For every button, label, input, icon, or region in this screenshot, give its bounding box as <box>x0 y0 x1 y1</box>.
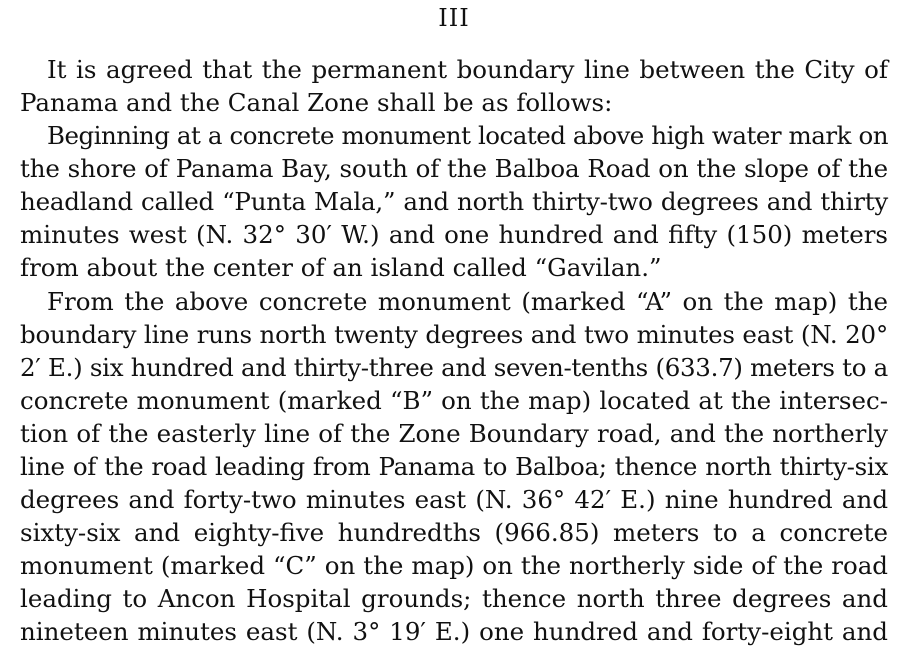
paragraph-3-line-6: line of the road leading from Panama to Balboa; thence north thirty-six <box>20 452 888 481</box>
paragraph-3-line-4: concrete monument (marked “B” on the map) located at the intersec- <box>20 386 888 415</box>
paragraph-3-line-11: nineteen minutes east (N. 3° 19′ E.) one hundred and forty-eight and <box>20 617 888 646</box>
paragraph-3-line-8: sixty-six and eighty-five hundredths (966.85) meters to a concrete <box>20 518 888 547</box>
paragraph-2-line-5: from about the center of an island called “Gavilan.” <box>20 253 662 282</box>
paragraph-3-line-10: leading to Ancon Hospital grounds; thence north three degrees and <box>20 584 888 613</box>
paragraph-3-line-9: monument (marked “C” on the map) on the northerly side of the road <box>20 551 888 580</box>
section-heading: III <box>438 4 470 32</box>
paragraph-2-line-1: Beginning at a concrete monument located above high water mark on <box>47 121 888 150</box>
paragraph-2-line-4: minutes west (N. 32° 30′ W.) and one hundred and fifty (150) meters <box>20 220 888 249</box>
paragraph-1-line-2: Panama and the Canal Zone shall be as follows: <box>20 88 613 117</box>
paragraph-1-line-1: It is agreed that the permanent boundary line between the City of <box>47 55 888 84</box>
paragraph-3-line-1: From the above concrete monument (marked “A” on the map) the <box>47 287 888 316</box>
paragraph-3-line-7: degrees and forty-two minutes east (N. 36° 42′ E.) nine hundred and <box>20 485 888 514</box>
paragraph-2-line-3: headland called “Punta Mala,” and north thirty-two degrees and thirty <box>20 187 888 216</box>
paragraph-3-line-3: 2′ E.) six hundred and thirty-three and seven-tenths (633.7) meters to a <box>20 353 888 382</box>
paragraph-3-line-2: boundary line runs north twenty degrees and two minutes east (N. 20° <box>20 320 888 349</box>
paragraph-3-line-5: tion of the easterly line of the Zone Boundary road, and the northerly <box>20 419 888 448</box>
paragraph-2-line-2: the shore of Panama Bay, south of the Balboa Road on the slope of the <box>20 154 888 183</box>
